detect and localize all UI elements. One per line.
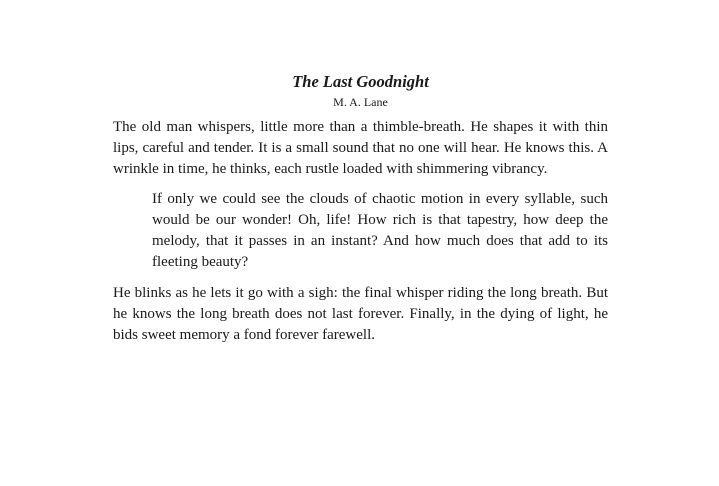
block-quote: If only we could see the clouds of chaotic motion in every syllable, such would be our wonder! Oh, life! How rich is that tapestry, how deep the melody, that it passes in an instant? And how much does that add to its fleeting beauty? [152,191,608,270]
paragraph-closing: He blinks as he lets it go with a sigh: the final whisper riding the long breath. But he knows the long breath does not last forever. Finally, in the dying of light, he bids sweet memory a fond forever farewell. [113,285,608,343]
document-title: The Last Goodnight [292,72,429,91]
paragraph-opening: The old man whispers, little more than a thimble-breath. He shapes it with thin lips, careful and tender. It is a small sound that no one will hear. He knows this. A wrinkle in time, he thinks, each rustle loaded with shimmering vibrancy. [113,119,608,177]
document-page [113,72,608,346]
document-author: M. A. Lane [333,95,388,109]
